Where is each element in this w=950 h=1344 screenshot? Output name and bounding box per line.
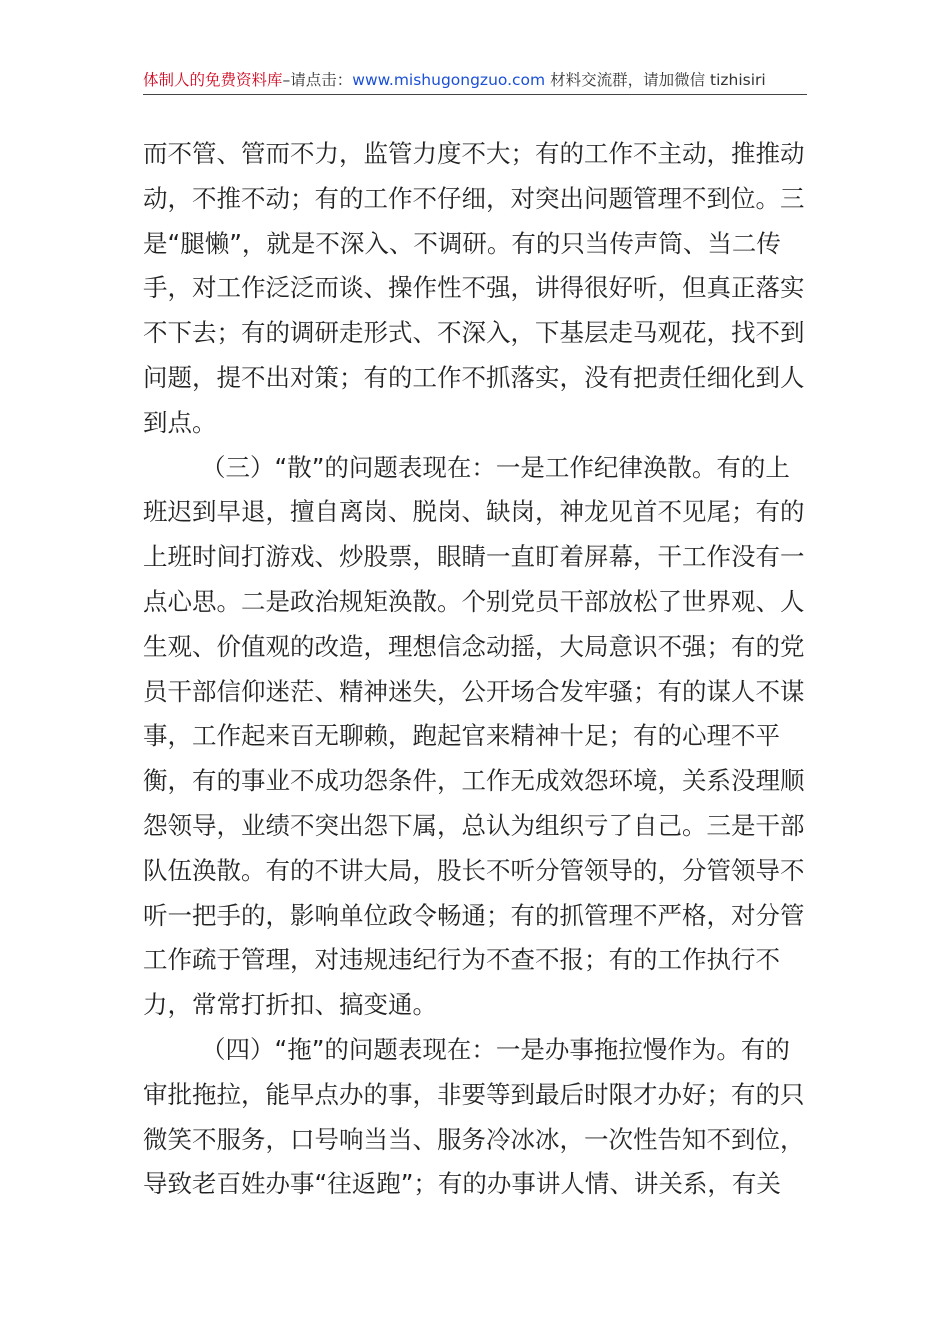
header-prompt: –请点击： (282, 71, 353, 89)
header-url-link[interactable]: www.mishugongzuo.com (352, 71, 546, 89)
text-line: 员干部信仰迷茫、精神迷失，公开场合发牢骚；有的谋人不谋 (143, 676, 805, 706)
paragraph-heading-line: （四）“拖”的问题表现在：一是办事拖拉慢作为。有的 (201, 1034, 790, 1064)
text-line: 审批拖拉，能早点办的事，非要等到最后时限才办好；有的只 (143, 1079, 805, 1109)
text-line: 生观、价值观的改造，理想信念动摇，大局意识不强；有的党 (143, 631, 805, 661)
text-line: 力，常常打折扣、搞变通。 (143, 990, 437, 1020)
text-line: 到点。 (143, 407, 217, 437)
document-body (143, 132, 807, 1207)
text-line: 队伍涣散。有的不讲大局，股长不听分管领导的，分管领导不 (143, 855, 805, 885)
text-line: 工作疏于管理，对违规违纪行为不查不报；有的工作执行不 (143, 945, 780, 975)
text-line: 衡，有的事业不成功怨条件，工作无成效怨环境，关系没理顺 (143, 766, 805, 796)
text-line: 微笑不服务，口号响当当、服务冷冰冰，一次性告知不到位， (143, 1124, 805, 1154)
text-line: 不下去；有的调研走形式、不深入，下基层走马观花，找不到 (143, 318, 805, 348)
header-brand: 体制人的免费资料库 (143, 71, 283, 89)
header-suffix: 材料交流群，请加微信 tizhisiri (545, 71, 766, 89)
text-line: 事，工作起来百无聊赖，跑起官来精神十足；有的心理不平 (143, 721, 780, 751)
page-header (143, 68, 807, 95)
text-line: 问题，提不出对策；有的工作不抓落实，没有把责任细化到人 (143, 362, 805, 392)
text-line: 是“腿懒”，就是不深入、不调研。有的只当传声筒、当二传 (143, 228, 781, 258)
text-line: 导致老百姓办事“往返跑”；有的办事讲人情、讲关系，有关 (143, 1169, 781, 1199)
text-line: 班迟到早退，擅自离岗、脱岗、缺岗，神龙见首不见尾；有的 (143, 497, 805, 527)
text-line: 手，对工作泛泛而谈、操作性不强，讲得很好听，但真正落实 (143, 273, 805, 303)
paragraph-heading-line: （三）“散”的问题表现在：一是工作纪律涣散。有的上 (201, 452, 790, 482)
text-line: 动，不推不动；有的工作不仔细，对突出问题管理不到位。三 (143, 183, 805, 213)
text-line: 听一把手的，影响单位政令畅通；有的抓管理不严格，对分管 (143, 900, 805, 930)
text-line: 上班时间打游戏、炒股票，眼睛一直盯着屏幕，干工作没有一 (143, 542, 805, 572)
text-line: 点心思。二是政治规矩涣散。个别党员干部放松了世界观、人 (143, 586, 805, 616)
text-line: 怨领导，业绩不突出怨下属，总认为组织亏了自己。三是干部 (143, 810, 805, 840)
text-line: 而不管、管而不力，监管力度不大；有的工作不主动，推推动 (143, 139, 805, 168)
